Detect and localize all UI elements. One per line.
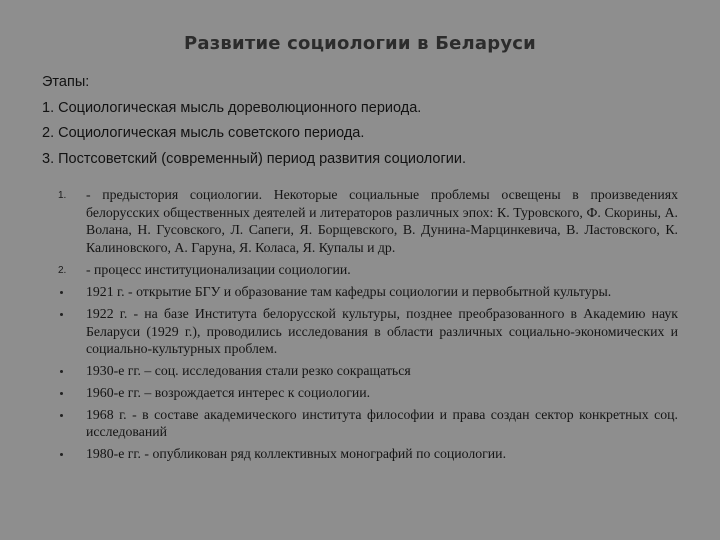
bullet-icon — [58, 406, 86, 441]
stages-block — [42, 70, 682, 172]
list-item-text: 1922 г. - на базе Института белорусской культуры, позднее преобразованного в Академию наук Беларуси (1929 г.), проводились исследования в области различных социально-экономических и социально-культурных проблем. — [86, 306, 678, 357]
stages-header: Этапы: — [42, 74, 90, 90]
bullet-dot-icon — [60, 414, 63, 417]
list-item — [58, 186, 678, 256]
bullet-icon — [58, 305, 86, 358]
bullet-dot-icon — [60, 453, 63, 456]
bullet-dot-icon — [60, 370, 63, 373]
list-item-text: 1921 г. - открытие БГУ и образование там кафедры социологии и первобытной культуры. — [86, 284, 612, 300]
list-item-text: 1960-е гг. – возрождается интерес к социологии. — [86, 384, 371, 400]
bullet-dot-icon — [60, 392, 63, 395]
stage-item: 3. Постсоветский (современный) период развития социологии. — [42, 150, 466, 167]
list-item — [58, 261, 678, 280]
stage-item: 1. Социологическая мысль дореволюционного периода. — [42, 99, 422, 116]
list-item-text: - процесс институционализации социологии. — [86, 261, 351, 277]
list-number: 1. — [58, 190, 67, 201]
bullet-dot-icon — [60, 291, 63, 294]
list-item-text: 1968 г. - в составе академического института философии и права создан сектор конкретных соц. исследований — [86, 406, 678, 440]
bullet-icon — [58, 283, 86, 301]
list-item — [58, 406, 678, 441]
slide-title: Развитие социологии в Беларуси — [184, 33, 536, 54]
list-item-text: - предыстория социологии. Некоторые социальные проблемы освещены в произведениях белорусских общественных деятелей и литераторов различных эпох: К. Туровского, Ф. Скорины, А. Волана, Н. Гусовского, Л. Сапеги, Я. Борщевского, В. Дунина-Марцинкевича, В. Ластовского, К. Калиновского, А. Гаруна, Я. Коласа, Я. Купалы и др. — [86, 187, 678, 255]
list-item — [58, 362, 678, 380]
bullet-icon — [58, 362, 86, 380]
list-item — [58, 283, 678, 301]
bullet-dot-icon — [60, 313, 63, 316]
list-item-text: 1930-е гг. – соц. исследования стали резко сокращаться — [86, 363, 411, 379]
bullet-icon — [58, 384, 86, 402]
list-item — [58, 384, 678, 402]
stage-item: 2. Социологическая мысль советского периода. — [42, 125, 365, 141]
detail-list — [58, 186, 678, 467]
bullet-icon — [58, 445, 86, 463]
list-item — [58, 305, 678, 358]
list-item-text: 1980-е гг. - опубликован ряд коллективных монографий по социологии. — [86, 446, 507, 462]
list-number: 2. — [58, 264, 67, 276]
list-item — [58, 445, 678, 463]
